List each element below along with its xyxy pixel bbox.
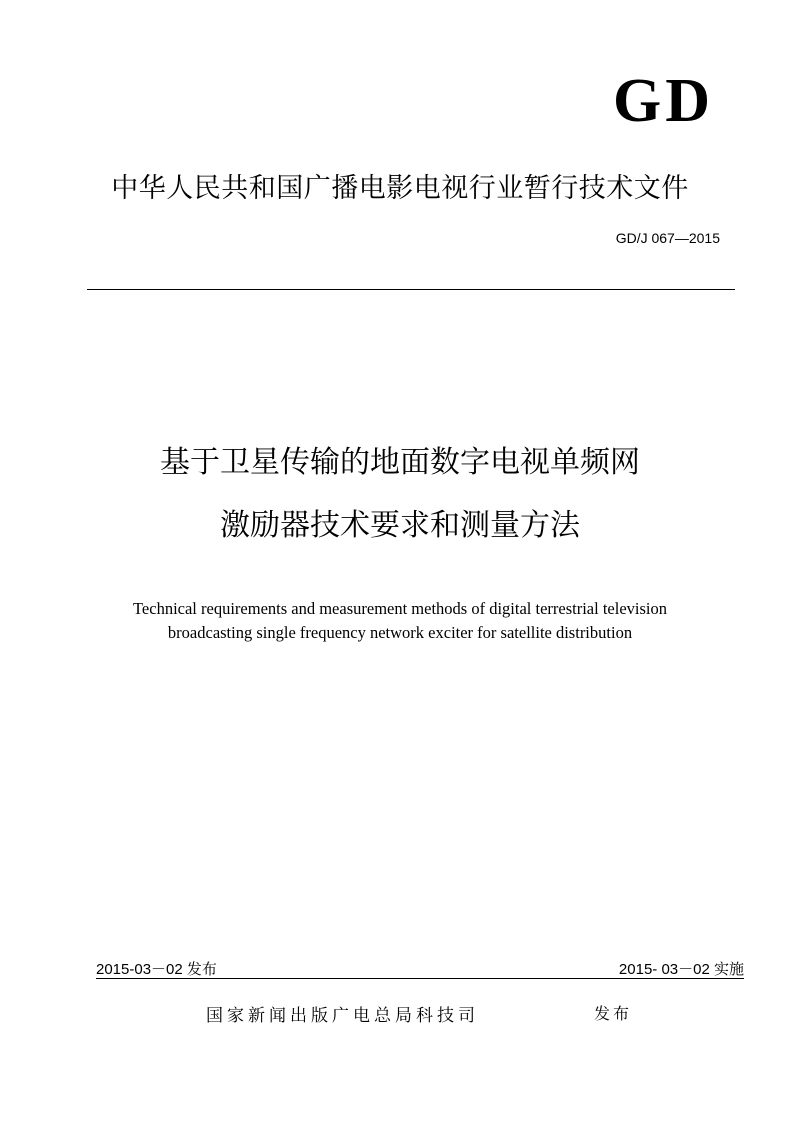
effective-date: 2015- 03－02 实施	[618, 961, 744, 978]
issue-date: 2015-03－02 发布	[96, 961, 217, 978]
gd-logo: GD	[613, 67, 714, 135]
publish-label: 发布	[594, 1004, 633, 1023]
chinese-title-line-1: 基于卫星传输的地面数字电视单频网	[160, 445, 640, 480]
english-title-line-1: Technical requirements and measurement methods of digital terrestrial television	[133, 599, 667, 618]
header-divider	[87, 289, 735, 290]
chinese-title-line-2: 激励器技术要求和测量方法	[220, 508, 580, 543]
document-number: GD/J 067—2015	[615, 230, 720, 246]
issuing-agency-header: 中华人民共和国广播电影电视行业暂行技术文件	[111, 173, 689, 204]
footer-divider	[96, 978, 744, 979]
english-title-line-2: broadcasting single frequency network exciter for satellite distribution	[167, 623, 633, 642]
publisher-name: 国家新闻出版广电总局科技司	[206, 1006, 479, 1026]
